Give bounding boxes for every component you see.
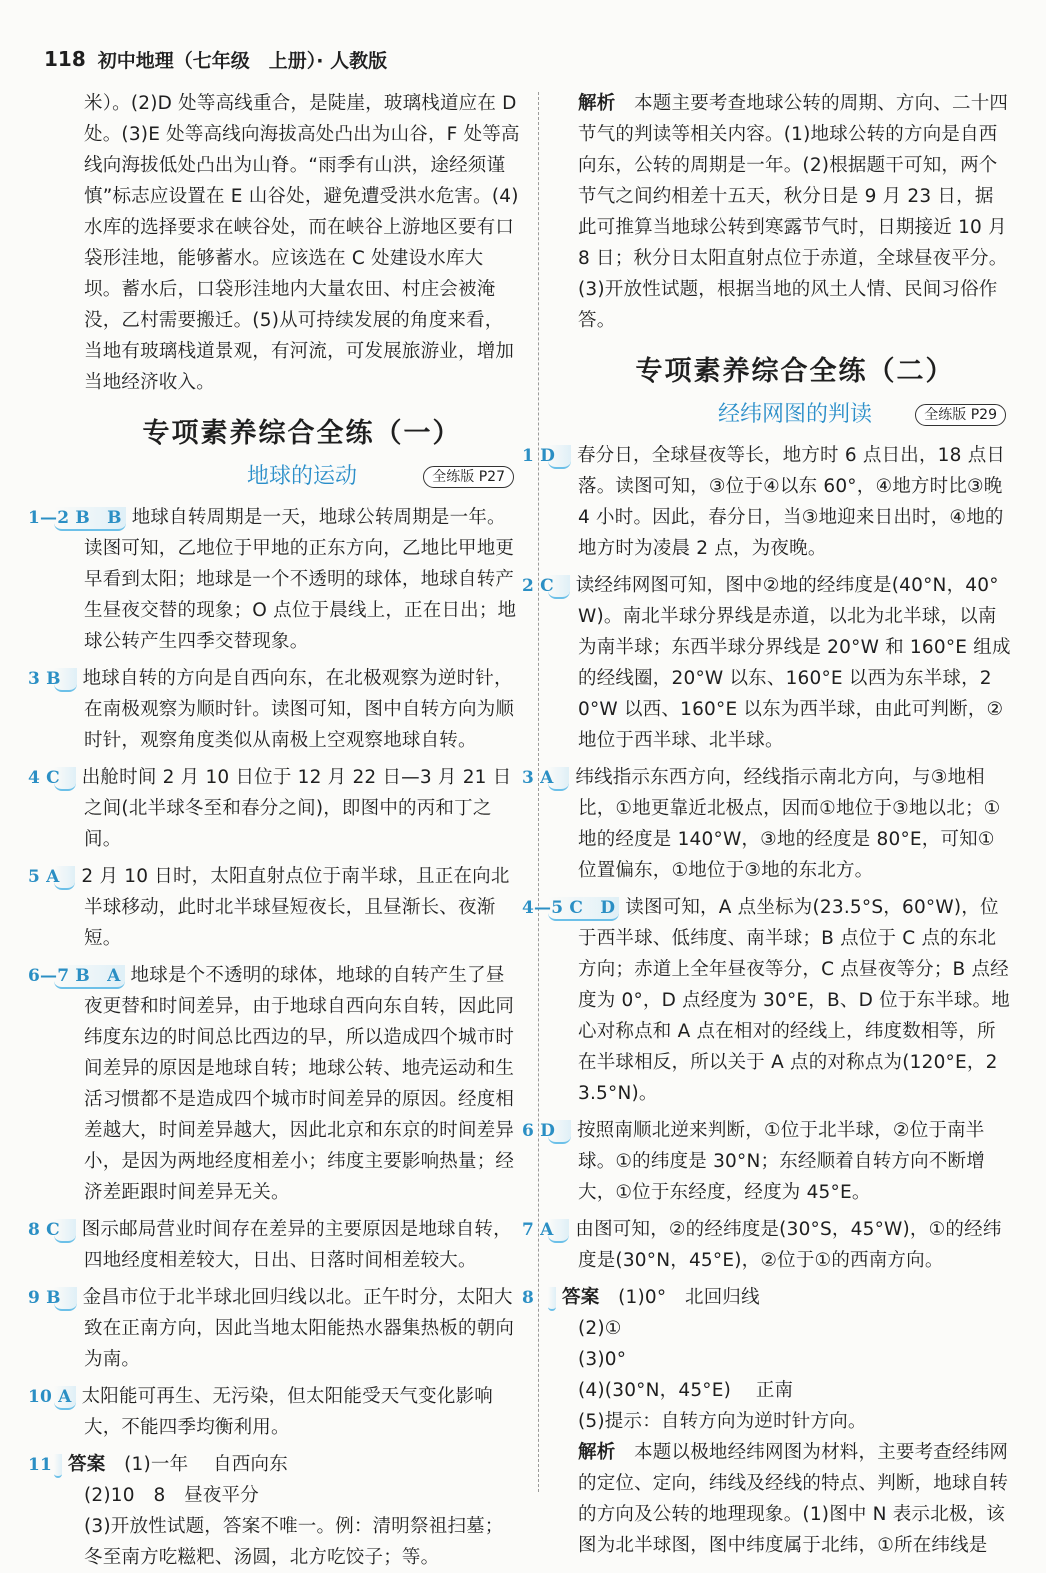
answer-item [522, 570, 1012, 756]
page-ref-badge: 全练版 P27 [423, 466, 514, 488]
answer-item [28, 861, 520, 954]
answer-item-8 [522, 1282, 1012, 1313]
answer-text: 按照南顺北逆来判断，①位于北半球，②位于南半球。①的纬度是 30°N；东经顺着自转方向不断增大，①位于东经度，经度为 45°E。 [576, 1120, 985, 1203]
section-title-1: 专项素养综合全练（一） [142, 418, 462, 449]
answer-line: (5)提示：自转方向为逆时针方向。 [578, 1411, 867, 1432]
answer-text: 纬线指示东西方向，经线指示南北方向，与③地相比，①地更靠近北极点，因而①地位于③地以北；①地的经度是 140°W，③地的经度是 80°E，可知①位置偏东，①地位于③地的东北方。 [575, 767, 1001, 881]
answer-text: 由图可知，②的经纬度是(30°S，45°W)，①的经纬度是(30°N，45°E)，②位于①的西南方向。 [575, 1219, 1002, 1271]
answer-badge: 1—2 B B [54, 507, 126, 531]
answer-badge: 3 A [548, 767, 569, 791]
answer-item [28, 1214, 520, 1276]
subtitle-row-1 [84, 460, 520, 494]
answer-text: 图示邮局营业时间存在差异的主要原因是地球自转，四地经度相差较大，日出、日落时间相差较大。 [81, 1219, 512, 1271]
answer-item [522, 1214, 1012, 1276]
page-number: 118 [44, 47, 86, 71]
answer-badge: 2 C [548, 575, 570, 599]
answer-item [28, 1282, 520, 1375]
book-title: 初中地理（七年级 上册）· 人教版 [97, 49, 388, 72]
answer-item [28, 762, 520, 855]
section-subtitle-1: 地球的运动 [246, 464, 357, 489]
answer-badge: 8 [548, 1287, 556, 1311]
answer-text: 2 月 10 日时，太阳直射点位于南半球，且正在向北半球移动，此时北半球昼短夜长，且昼渐长、夜渐短。 [81, 866, 510, 949]
column-divider [538, 92, 539, 1492]
answer-badge: 7 A [548, 1219, 569, 1243]
answer-item [522, 762, 1012, 886]
answer-badge: 1 D [548, 445, 571, 469]
answer-item [28, 502, 520, 657]
left-column [28, 88, 520, 1573]
analysis-paragraph [578, 1437, 1012, 1561]
answer-badge: 5 A [54, 866, 75, 890]
analysis-text: 本题主要考查地球公转的周期、方向、二十四节气的判读等相关内容。(1)地球公转的方向是自西向东，公转的周期是一年。(2)根据题干可知，两个节气之间约相差十五天，秋分日是 9 月 23 日，据此可推算当地球公转到寒露节气时，日期接近 10 月 8 日；秋分日太阳直射点位于赤道，全球昼夜平分。(3)开放性试题，根据当地的风土人情、民间习俗作答。 [578, 93, 1009, 331]
answer-text: 太阳能可再生、无污染，但太阳能受天气变化影响大，不能四季均衡利用。 [81, 1386, 493, 1438]
answer-text: 地球是个不透明的球体，地球的自转产生了昼夜更替和时间差异，由于地球自西向东自转，因此同纬度东边的时间总比西边的早，所以造成四个城市时间差异的原因是地球自转；地球公转、地壳运动和生活习惯都不是造成四个城市时间差异的原因。经度相差越大，时间差异越大，因此北京和东京的时间差异小，是因为两地经度相差小；纬度主要影响热量；经济差距跟时间差异无关。 [84, 965, 515, 1203]
answer-badge: 8 C [54, 1219, 76, 1243]
answer-line: (3)0° [578, 1349, 627, 1370]
answer-item [522, 440, 1012, 564]
page-ref-badge: 全练版 P29 [915, 404, 1006, 426]
answer-item [28, 960, 520, 1208]
answer-item [28, 1381, 520, 1443]
answer-label: 答案 [562, 1287, 600, 1308]
answer-line: (2)10 8 昼夜平分 [84, 1485, 259, 1506]
answer-text: 读图可知，A 点坐标为(23.5°S，60°W)，位于西半球、低纬度、南半球；B 点位于 C 点的东北方向；赤道上全年昼夜等分，C 点昼夜等分；B 点经度为 0°，D 点经度为 30°E，B、D 位于东半球。地心对称点和 A 点在相对的经线上，纬度数相等，所在半球相反，所以关于 A 点的对称点为(120°E，23.5°N)。 [578, 897, 1011, 1104]
right-column [522, 88, 1012, 1561]
answer-line: (2)① [578, 1318, 622, 1339]
answer-line: (1)一年 自西向东 [124, 1454, 288, 1475]
answer-label: 答案 [68, 1454, 106, 1475]
left-intro-text: 米）。(2)D 处等高线重合，是陡崖，玻璃栈道应在 D 处。(3)E 处等高线向海拔高处凸出为山谷，F 处等高线向海拔低处凸出为山脊。“雨季有山洪，途经须谨慎”标志应设置在 E 山谷处，避免遭受洪水危害。(4)水库的选择要求在峡谷处，而在峡谷上游地区要有口袋形洼地，能够蓄水。应该选在 C 处建设水库大坝。蓄水后，口袋形洼地内大量农田、村庄会被淹没，乙村需要搬迁。(5)从可持续发展的角度来看，当地有玻璃栈道景观，有河流，可发展旅游业，增加当地经济收入。 [84, 93, 520, 393]
answer-text: 金昌市位于北半球北回归线以北。正午时分，太阳大致在正南方向，因此当地太阳能热水器集热板的朝向为南。 [82, 1287, 515, 1370]
answer-badge: 6 D [548, 1120, 571, 1144]
answer-text: 地球自转的方向是自西向东，在北极观察为逆时针，在南极观察为顺时针。读图可知，图中自转方向为顺时针，观察角度类似从南极上空观察地球自转。 [82, 668, 515, 751]
answer-text: 春分日，全球昼夜等长，地方时 6 点日出，18 点日落。读图可知，③位于④以东 60°，④地方时比③晚 4 小时。因此，春分日，当③地迎来日出时，④地的地方时为凌晨 2 点，为夜晚。 [576, 445, 1006, 559]
answer-badge: 11 [54, 1454, 62, 1478]
answer-line: (3)开放性试题，答案不唯一。例：清明祭祖扫墓；冬至南方吃糍粑、汤圆，北方吃饺子；等。 [84, 1516, 504, 1568]
answer-badge: 9 B [54, 1287, 77, 1311]
section-subtitle-2: 经纬网图的判读 [717, 402, 872, 427]
answer-item-11 [28, 1449, 520, 1480]
analysis-paragraph [578, 88, 1012, 336]
answer-badge: 4—5 C D [548, 897, 619, 921]
answer-badge: 3 B [54, 668, 77, 692]
analysis-label: 解析 [578, 93, 616, 114]
answer-line: (4)(30°N，45°E) 正南 [578, 1380, 794, 1401]
answer-text: 读经纬网图可知，图中②地的经纬度是(40°N，40°W)。南北半球分界线是赤道，以北为北半球，以南为南半球；东西半球分界线是 20°W 和 160°E 组成的经线圈，20°W 以东、160°E 以西为东半球，20°W 以西、160°E 以东为西半球，由此可判断，②地位于西半球、北半球。 [575, 575, 1011, 751]
answer-item [522, 1115, 1012, 1208]
answer-text: 出舱时间 2 月 10 日位于 12 月 22 日—3 月 21 日之间(北半球冬至和春分之间)，即图中的丙和丁之间。 [81, 767, 512, 850]
section-title-2: 专项素养综合全练（二） [635, 356, 955, 387]
answer-badge: 10 A [54, 1386, 76, 1410]
answer-item [28, 663, 520, 756]
answer-badge: 4 C [54, 767, 76, 791]
subtitle-row-2 [578, 398, 1012, 432]
answer-item [522, 892, 1012, 1109]
answer-badge: 6—7 B A [54, 965, 125, 989]
answer-line: (1)0° 北回归线 [618, 1287, 760, 1308]
answer-text: 地球自转周期是一天，地球公转周期是一年。读图可知，乙地位于甲地的正东方向，乙地比甲地更早看到太阳；地球是一个不透明的球体，地球自转产生昼夜交替的现象；O 点位于晨线上，正在日出；地球公转产生四季交替现象。 [84, 507, 517, 652]
analysis-label: 解析 [578, 1442, 616, 1463]
analysis-text: 本题以极地经纬网图为材料，主要考查经纬网的定位、定向，纬线及经线的特点、判断，地球自转的方向及公转的地理现象。(1)图中 N 表示北极，该图为北半球图，图中纬度属于北纬，①所在纬线是 [578, 1442, 1009, 1556]
page-header [44, 42, 387, 76]
